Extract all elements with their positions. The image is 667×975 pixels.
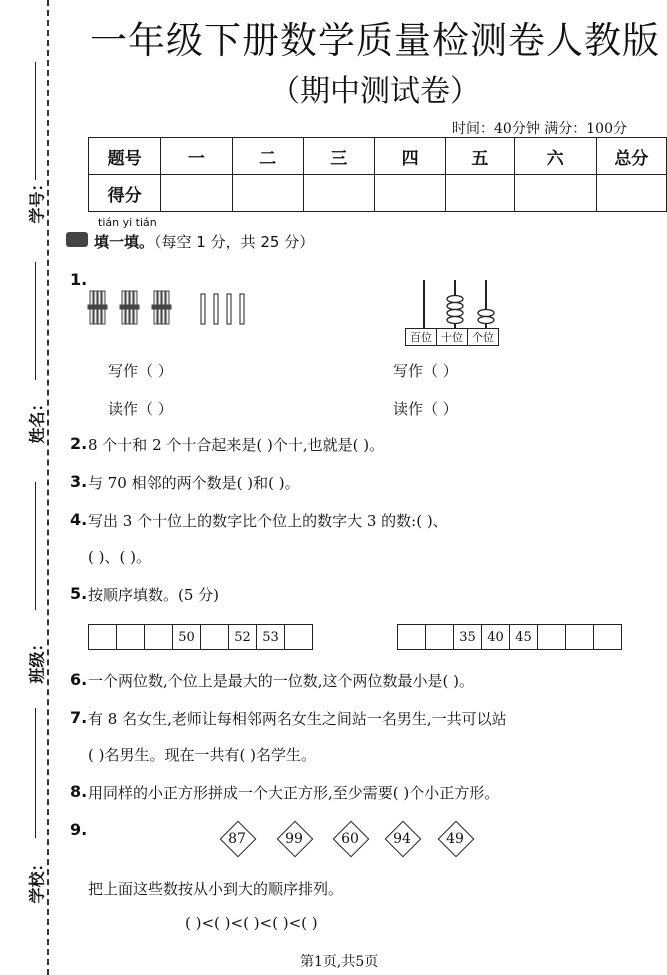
abacus-illustration [405,280,505,328]
score-input[interactable] [161,175,232,212]
score-table [88,137,667,212]
sequence-cell: 45 [510,625,538,650]
class-line [35,482,36,610]
sequence-boxes-left [88,624,313,650]
sequence-cell: 53 [257,625,285,650]
score-cell: 一 [161,138,232,175]
score-cell: 二 [232,138,303,175]
abacus-label: 个位 [468,329,499,346]
score-input[interactable] [375,175,446,212]
q7-text-continued: ( )名男生。现在一共有( )名学生。 [88,746,316,764]
q2-text: 8 个十和 2 个十合起来是( )个十,也就是( )。 [88,436,385,454]
q1-read-right[interactable]: 读作（ ） [393,400,458,418]
abacus-beads-tens [447,296,463,324]
single-stick-icon [201,294,244,324]
sequence-cell[interactable] [201,625,229,650]
diamond-number: 60 [341,831,359,847]
score-input[interactable] [514,175,596,212]
sequence-cell: 52 [229,625,257,650]
page-footer: 第1页,共5页 [300,954,379,970]
abacus-labels [405,328,499,346]
school-label: 学校： [27,855,47,904]
question-number: 4. [70,510,88,529]
score-input[interactable] [596,175,666,212]
score-input[interactable] [446,175,514,212]
sequence-cell[interactable] [566,625,594,650]
school-line [35,708,36,838]
score-table-score-row [89,175,667,212]
question-number: 3. [70,472,88,491]
name-line [35,262,36,380]
q7-text: 有 8 名女生,老师让每相邻两名女生之间站一名男生,一共可以站 [88,710,507,728]
stick-bundle-icon [120,291,139,324]
section-badge [66,232,88,247]
diamond-number: 94 [393,831,411,847]
section-points: （每空 1 分，共 25 分） [154,233,315,251]
sequence-cell[interactable] [89,625,117,650]
score-input[interactable] [303,175,374,212]
sequence-cell[interactable] [538,625,566,650]
sequence-cell: 40 [482,625,510,650]
q1-write-right[interactable]: 写作（ ） [393,362,458,380]
question-number: 5. [70,584,88,603]
sequence-cell[interactable] [285,625,313,650]
diamond-number: 87 [228,831,246,847]
question-number: 2. [70,434,88,453]
sequence-cell[interactable] [426,625,454,650]
sequence-boxes-right [397,624,622,650]
q3-text: 与 70 相邻的两个数是( )和( )。 [88,474,300,492]
section-title [94,231,314,252]
class-label: 班级： [27,635,47,684]
score-table-header-row [89,138,667,175]
abacus-label: 百位 [406,329,437,346]
q9-order-blanks[interactable]: ( )<( )<( )<( )<( ) [185,914,318,932]
score-cell: 总分 [596,138,666,175]
sequence-cell[interactable] [594,625,622,650]
section-title-text: 填一填。 [94,233,155,251]
student-id-line [35,62,36,180]
score-cell: 五 [446,138,514,175]
sequence-cell: 35 [454,625,482,650]
score-cell: 题号 [89,138,161,175]
sequence-cell[interactable] [145,625,173,650]
binding-dashed-line [47,0,49,975]
q1-write-left[interactable]: 写作（ ） [108,362,173,380]
q4-text: 写出 3 个十位上的数字比个位上的数字大 3 的数:( )、 [88,512,448,530]
student-id-label: 学号： [27,175,47,224]
diamond-number: 49 [446,831,464,847]
q4-text-continued: ( )、( )。 [88,548,151,566]
score-cell: 四 [375,138,446,175]
abacus-label: 十位 [437,329,468,346]
page-title: 一年级下册数学质量检测卷人教版 [90,19,660,62]
question-number: 1. [70,270,88,289]
score-cell: 三 [303,138,374,175]
diamond-number: 99 [285,831,303,847]
name-label: 姓名： [27,395,47,444]
q1-read-left[interactable]: 读作（ ） [108,400,173,418]
question-number: 8. [70,782,88,801]
score-cell: 得分 [89,175,161,212]
question-number: 6. [70,670,88,689]
q8-text: 用同样的小正方形拼成一个大正方形,至少需要( )个小正方形。 [88,784,500,802]
question-number: 7. [70,708,88,727]
section-pinyin: tián yi tián [98,216,157,229]
page-subtitle: （期中测试卷） [270,74,480,109]
q6-text: 一个两位数,个位上是最大的一位数,这个两位数最小是( )。 [88,672,475,690]
stick-bundle-icon [88,291,107,324]
abacus-beads-ones [478,310,494,324]
q9-text: 把上面这些数按从小到大的顺序排列。 [88,880,344,898]
question-number: 9. [70,820,88,839]
stick-bundle-icon [152,291,171,324]
q5-text: 按顺序填数。(5 分) [88,586,220,604]
sequence-cell: 50 [173,625,201,650]
score-cell: 六 [514,138,596,175]
score-input[interactable] [232,175,303,212]
exam-info: 时间：40分钟 满分：100分 [452,121,627,137]
sequence-cell[interactable] [117,625,145,650]
sticks-bundles-illustration [86,288,266,328]
sequence-cell[interactable] [398,625,426,650]
